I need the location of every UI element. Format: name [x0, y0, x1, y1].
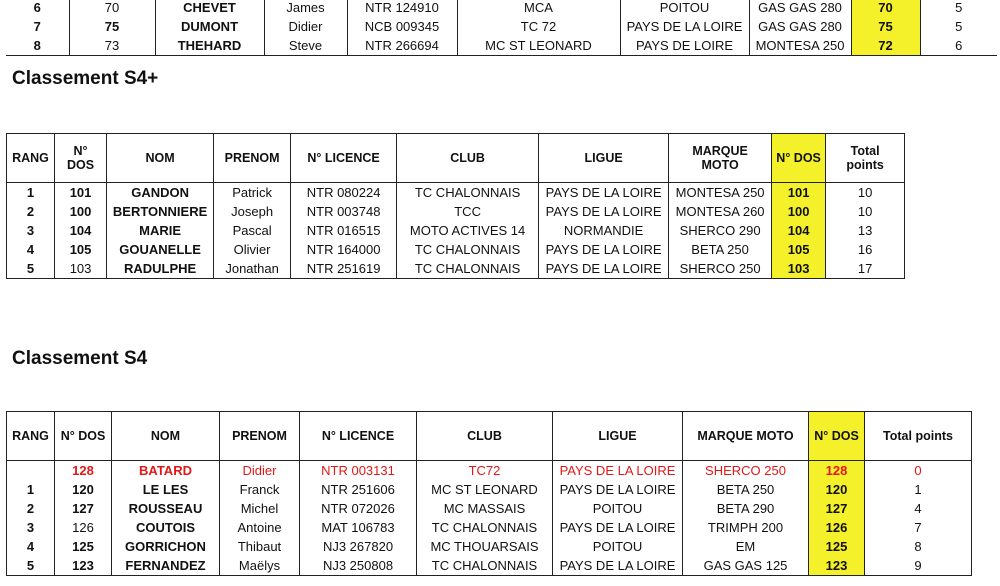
licence-cell: NTR 124910 — [347, 0, 457, 17]
licence-cell: NJ3 250808 — [300, 556, 417, 576]
moto-cell: BETA 250 — [669, 240, 772, 259]
rang-cell: 4 — [7, 240, 55, 259]
s4plus-table — [6, 133, 905, 279]
dos-cell: 73 — [69, 36, 155, 56]
total-cell: 13 — [826, 221, 905, 240]
nom-cell: DUMONT — [155, 17, 264, 36]
club-cell: TC CHALONNAIS — [397, 240, 539, 259]
header-licence: N° LICENCE — [291, 134, 397, 183]
num-cell: 100 — [772, 202, 826, 221]
moto-cell: EM — [683, 537, 809, 556]
dos-cell: 120 — [55, 480, 112, 499]
licence-cell: NJ3 267820 — [300, 537, 417, 556]
num-cell: 127 — [809, 499, 865, 518]
ligue-cell: PAYS DE LA LOIRE — [553, 518, 683, 537]
ligue-cell: PAYS DE LA LOIRE — [553, 480, 683, 499]
moto-cell: MONTESA 250 — [669, 183, 772, 203]
ligue-cell: PAYS DE LA LOIRE — [620, 17, 749, 36]
table-row-disqualified — [7, 461, 972, 481]
header-moto: MARQUE MOTO — [669, 134, 772, 183]
header-club: CLUB — [417, 412, 553, 461]
ligue-cell: PAYS DE LA LOIRE — [539, 202, 669, 221]
club-cell: MCA — [457, 0, 620, 17]
total-cell: 17 — [826, 259, 905, 279]
club-cell: TC72 — [417, 461, 553, 481]
header-nom: NOM — [107, 134, 214, 183]
header-total: Total points — [865, 412, 972, 461]
ligue-cell: PAYS DE LA LOIRE — [553, 556, 683, 576]
dos-cell: 103 — [55, 259, 107, 279]
nom-cell: GORRICHON — [112, 537, 220, 556]
prenom-cell: James — [264, 0, 347, 17]
rang-cell: 2 — [7, 202, 55, 221]
table-row — [7, 480, 972, 499]
prenom-cell: Michel — [220, 499, 300, 518]
ligue-cell: PAYS DE LA LOIRE — [539, 259, 669, 279]
rang-cell: 4 — [7, 537, 55, 556]
table-row — [6, 0, 997, 17]
club-cell: TC CHALONNAIS — [397, 259, 539, 279]
rang-cell: 5 — [7, 556, 55, 576]
prenom-cell: Maëlys — [220, 556, 300, 576]
header-licence: N° LICENCE — [300, 412, 417, 461]
header-dos: N° DOS — [55, 412, 112, 461]
ligue-cell: NORMANDIE — [539, 221, 669, 240]
total-cell: 1 — [865, 480, 972, 499]
ligue-cell: POITOU — [620, 0, 749, 17]
num-cell: 123 — [809, 556, 865, 576]
licence-cell: NTR 251619 — [291, 259, 397, 279]
licence-cell: NTR 072026 — [300, 499, 417, 518]
section-title-s4plus: Classement S4+ — [12, 68, 159, 89]
licence-cell: NTR 266694 — [347, 36, 457, 56]
total-cell: 9 — [865, 556, 972, 576]
header-moto: MARQUE MOTO — [683, 412, 809, 461]
total-cell: 16 — [826, 240, 905, 259]
table-row — [6, 36, 997, 56]
header-rang: RANG — [7, 134, 55, 183]
header-total: Total points — [826, 134, 905, 183]
club-cell: MC MASSAIS — [417, 499, 553, 518]
rang-cell: 1 — [7, 183, 55, 203]
nom-cell: GOUANELLE — [107, 240, 214, 259]
prenom-cell: Antoine — [220, 518, 300, 537]
nom-cell: CHEVET — [155, 0, 264, 17]
rang-cell: 8 — [6, 36, 69, 56]
ligue-cell: PAYS DE LA LOIRE — [553, 461, 683, 481]
total-cell: 10 — [826, 202, 905, 221]
licence-cell: NCB 009345 — [347, 17, 457, 36]
table-row — [7, 537, 972, 556]
table-row — [7, 240, 905, 259]
rang-cell: 5 — [7, 259, 55, 279]
licence-cell: NTR 003131 — [300, 461, 417, 481]
previous-class-table — [6, 0, 997, 56]
club-cell: TC CHALONNAIS — [417, 556, 553, 576]
prenom-cell: Jonathan — [214, 259, 291, 279]
num-cell: 128 — [809, 461, 865, 481]
dos-cell: 126 — [55, 518, 112, 537]
header-club: CLUB — [397, 134, 539, 183]
extra-cell: 6 — [920, 36, 997, 56]
table-row — [7, 499, 972, 518]
total-cell: 0 — [865, 461, 972, 481]
nom-cell: LE LES — [112, 480, 220, 499]
num-cell: 101 — [772, 183, 826, 203]
rang-cell — [7, 461, 55, 481]
licence-cell: NTR 016515 — [291, 221, 397, 240]
num-cell: 75 — [851, 17, 920, 36]
section-title-s4: Classement S4 — [12, 348, 148, 369]
prenom-cell: Franck — [220, 480, 300, 499]
prenom-cell: Pascal — [214, 221, 291, 240]
moto-cell: SHERCO 290 — [669, 221, 772, 240]
prenom-cell: Patrick — [214, 183, 291, 203]
moto-cell: GAS GAS 125 — [683, 556, 809, 576]
num-cell: 104 — [772, 221, 826, 240]
dos-cell: 75 — [69, 17, 155, 36]
num-cell: 72 — [851, 36, 920, 56]
club-cell: TC 72 — [457, 17, 620, 36]
moto-cell: GAS GAS 280 — [749, 0, 851, 17]
table-row — [6, 17, 997, 36]
nom-cell: BERTONNIERE — [107, 202, 214, 221]
moto-cell: TRIMPH 200 — [683, 518, 809, 537]
nom-cell: RADULPHE — [107, 259, 214, 279]
dos-cell: 127 — [55, 499, 112, 518]
rang-cell: 3 — [7, 518, 55, 537]
table-row — [7, 183, 905, 203]
num-cell: 126 — [809, 518, 865, 537]
club-cell: TCC — [397, 202, 539, 221]
nom-cell: ROUSSEAU — [112, 499, 220, 518]
header-prenom: PRENOM — [214, 134, 291, 183]
dos-cell: 104 — [55, 221, 107, 240]
club-cell: TC CHALONNAIS — [397, 183, 539, 203]
prenom-cell: Thibaut — [220, 537, 300, 556]
licence-cell: MAT 106783 — [300, 518, 417, 537]
rang-cell: 2 — [7, 499, 55, 518]
header-ligue: LIGUE — [539, 134, 669, 183]
ligue-cell: POITOU — [553, 537, 683, 556]
club-cell: MC ST LEONARD — [457, 36, 620, 56]
header-ligue: LIGUE — [553, 412, 683, 461]
header-num-dos: N° DOS — [772, 134, 826, 183]
header-rang: RANG — [7, 412, 55, 461]
dos-cell: 128 — [55, 461, 112, 481]
moto-cell: BETA 290 — [683, 499, 809, 518]
total-cell: 10 — [826, 183, 905, 203]
table-row — [7, 556, 972, 576]
prenom-cell: Didier — [220, 461, 300, 481]
moto-cell: SHERCO 250 — [683, 461, 809, 481]
moto-cell: MONTESA 250 — [749, 36, 851, 56]
total-cell: 7 — [865, 518, 972, 537]
licence-cell: NTR 080224 — [291, 183, 397, 203]
dos-cell: 101 — [55, 183, 107, 203]
nom-cell: FERNANDEZ — [112, 556, 220, 576]
ligue-cell: POITOU — [553, 499, 683, 518]
club-cell: MC ST LEONARD — [417, 480, 553, 499]
nom-cell: BATARD — [112, 461, 220, 481]
dos-cell: 105 — [55, 240, 107, 259]
num-cell: 103 — [772, 259, 826, 279]
table-row — [7, 259, 905, 279]
table-row — [7, 202, 905, 221]
nom-cell: COUTOIS — [112, 518, 220, 537]
moto-cell: MONTESA 260 — [669, 202, 772, 221]
header-nom: NOM — [112, 412, 220, 461]
rang-cell: 3 — [7, 221, 55, 240]
licence-cell: NTR 164000 — [291, 240, 397, 259]
prenom-cell: Olivier — [214, 240, 291, 259]
extra-cell: 5 — [920, 0, 997, 17]
nom-cell: GANDON — [107, 183, 214, 203]
num-cell: 105 — [772, 240, 826, 259]
moto-cell: BETA 250 — [683, 480, 809, 499]
moto-cell: SHERCO 250 — [669, 259, 772, 279]
s4-table — [6, 411, 972, 576]
rang-cell: 1 — [7, 480, 55, 499]
club-cell: TC CHALONNAIS — [417, 518, 553, 537]
nom-cell: MARIE — [107, 221, 214, 240]
header-prenom: PRENOM — [220, 412, 300, 461]
club-cell: MC THOUARSAIS — [417, 537, 553, 556]
header-row — [7, 134, 905, 183]
dos-cell: 125 — [55, 537, 112, 556]
licence-cell: NTR 003748 — [291, 202, 397, 221]
header-num-dos: N° DOS — [809, 412, 865, 461]
total-cell: 4 — [865, 499, 972, 518]
prenom-cell: Didier — [264, 17, 347, 36]
prenom-cell: Joseph — [214, 202, 291, 221]
num-cell: 125 — [809, 537, 865, 556]
licence-cell: NTR 251606 — [300, 480, 417, 499]
prenom-cell: Steve — [264, 36, 347, 56]
table-row — [7, 221, 905, 240]
num-cell: 120 — [809, 480, 865, 499]
header-row — [7, 412, 972, 461]
rang-cell: 7 — [33, 19, 41, 34]
dos-cell: 123 — [55, 556, 112, 576]
extra-cell: 5 — [920, 17, 997, 36]
ligue-cell: PAYS DE LA LOIRE — [539, 240, 669, 259]
ligue-cell: PAYS DE LOIRE — [620, 36, 749, 56]
ligue-cell: PAYS DE LA LOIRE — [539, 183, 669, 203]
num-cell: 70 — [851, 0, 920, 17]
nom-cell: THEHARD — [155, 36, 264, 56]
table-row — [7, 518, 972, 537]
moto-cell: GAS GAS 280 — [749, 17, 851, 36]
dos-cell: 70 — [69, 0, 155, 17]
header-dos: N° DOS — [55, 134, 107, 183]
club-cell: MOTO ACTIVES 14 — [397, 221, 539, 240]
dos-cell: 100 — [55, 202, 107, 221]
rang-cell: 6 — [33, 0, 41, 15]
total-cell: 8 — [865, 537, 972, 556]
